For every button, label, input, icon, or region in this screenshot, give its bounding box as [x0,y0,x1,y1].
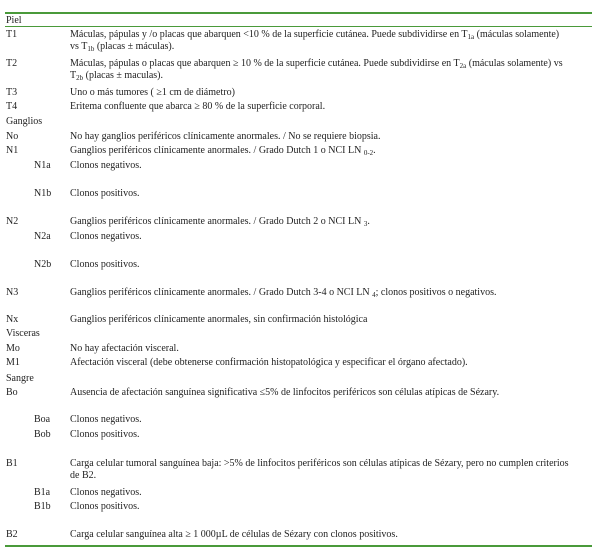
stage-code: No [6,131,19,142]
stage-description: Carga celular tumoral sanguínea baja: >5% de linfocitos periféricos son células atípicas de Sézary, pero no cumplen criterios de B2. [70,458,569,481]
stage-description: Afectación visceral (debe obtenerse confirmación histopatológica y especificar el órgano afectado). [70,357,468,368]
section-label: Sangre [6,373,34,384]
stage-code: Bo [6,387,18,398]
table-top-rule [5,12,592,14]
stage-code: N1a [34,160,51,171]
stage-description: Uno o más tumores ( ≥1 cm de diámetro) [70,87,235,98]
table-header: Piel [6,15,22,26]
table-bottom-rule [5,545,592,547]
stage-description: Eritema confluente que abarca ≥ 80 % de la superficie corporal. [70,101,326,112]
stage-description: Clonos negativos. [70,414,142,425]
stage-code: T1 [6,29,18,40]
stage-description: Máculas, pápulas y /o placas que abarquen <10 % de la superficie cutánea. Puede subdividirse en $T_{1a}$ (máculas solamente) vs $T_{1b}$ (placas ± máculas). [70,29,560,53]
stage-description: Ausencia de afectación sanguínea significativa ≤5% de linfocitos periféricos son células atípicas de Sézary. [70,387,500,398]
section-label: Visceras [6,328,40,339]
stage-code: Boa [34,414,51,425]
stage-description: Ganglios periféricos clínicamente anormales, sin confirmación histológica [70,314,368,325]
stage-code: B1b [34,501,51,512]
stage-description: Máculas, pápulas o placas que abarquen ≥ 10 % de la superficie cutánea. Puede subdividirse en $T_{2a}$ (máculas solamente) vs $T_{2b}$ (placas ± maculas). [70,58,563,82]
stage-description: No hay ganglios periféricos clínicamente anormales. / No se requiere biopsia. [70,131,381,142]
stage-code: B1 [6,458,18,469]
stage-code: Nx [6,314,19,325]
stage-code: N1 [6,145,19,156]
stage-code: N2 [6,216,19,227]
stage-description: Clonos positivos. [70,188,140,199]
stage-code: T4 [6,101,18,112]
stage-code: N1b [34,188,52,199]
stage-description: Clonos positivos. [70,429,140,440]
stage-description: No hay afectación visceral. [70,343,179,354]
stage-code: Mo [6,343,20,354]
stage-code: B2 [6,529,18,540]
stage-code: N2a [34,231,51,242]
stage-code: M1 [6,357,20,368]
stage-description: Ganglios periféricos clínicamente anormales. / Grado Dutch 2 o NCI LN $_3$. [70,216,370,228]
stage-code: T2 [6,58,18,69]
section-label: Ganglios [6,116,43,127]
stage-code: T3 [6,87,18,98]
stage-description: Ganglios periféricos clínicamente anormales. / Grado Dutch 3-4 o NCI LN $_4$; clonos positivos o negativos. [70,287,497,299]
stage-description: Carga celular sanguínea alta ≥ 1 000µL de células de Sézary con clonos positivos. [70,529,398,540]
stage-description: Clonos negativos. [70,160,142,171]
stage-description: Clonos negativos. [70,231,142,242]
stage-code: N2b [34,259,52,270]
stage-description: Clonos positivos. [70,501,140,512]
stage-description: Clonos positivos. [70,259,140,270]
header-rule [5,26,592,27]
stage-code: N3 [6,287,19,298]
stage-description: Clonos negativos. [70,487,142,498]
stage-description: Ganglios periféricos clínicamente anormales. / Grado Dutch 1 o NCI LN $_{0-2}$. [70,145,376,157]
stage-code: Bob [34,429,51,440]
stage-code: B1a [34,487,51,498]
